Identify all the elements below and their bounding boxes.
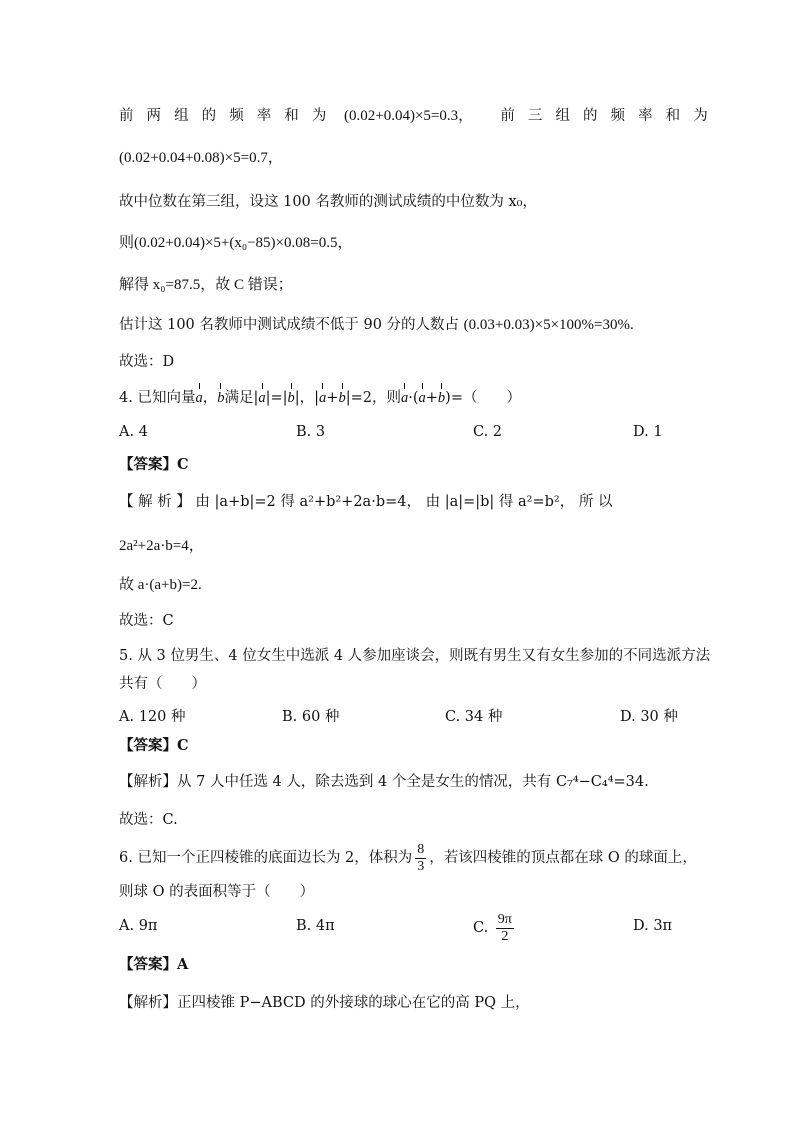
q4-vector-a: a	[195, 390, 203, 406]
q6-analysis: 【解析】正四棱锥 P−ABCD 的外接球的球心在它的高 PQ 上，	[119, 995, 530, 1011]
q5-answer: 【答案】C	[119, 737, 189, 754]
q4-vector-a-5: a	[418, 390, 426, 406]
q4-vector-b-3: b	[338, 390, 346, 406]
q6-option-c-label: C.	[473, 920, 489, 936]
q4-option-b: B. 3	[296, 424, 326, 440]
q6-option-c	[473, 904, 517, 952]
q6-option-c-fraction	[496, 912, 514, 945]
q5-analysis: 【解析】从 7 人中任选 4 人，除去选到 4 个全是女生的情况，共有 C₇⁴−C₄⁴=34.	[119, 774, 649, 790]
q4-comma: ，	[202, 390, 218, 406]
q3-estimate-text: 估计这 100 名教师中测试成绩不低于 90 分的人数占	[119, 317, 460, 333]
q6-fraction-denominator: 3	[417, 858, 425, 874]
q4-stem-part-a: 4. 已知向量	[119, 390, 196, 406]
q4-analysis-line-1: 【 解 析 】 由 |a+b|=2 得 a²+b²+2a·b=4， 由 |a|=|b| 得 a²=b²， 所 以	[119, 494, 613, 510]
q6-volume-fraction	[415, 842, 426, 875]
q4-vector-a-3: a	[319, 390, 327, 406]
q3-median-group: 故中位数在第三组，设这 100 名教师的测试成绩的中位数为 x₀，	[119, 194, 537, 210]
q6-stem-part-b: ，若该四棱锥的顶点都在球 O 的球面上，	[429, 850, 697, 866]
q6-fraction-numerator: 8	[417, 841, 425, 857]
q6-option-b: B. 4π	[296, 918, 335, 934]
q6-option-a: A. 9π	[119, 918, 158, 934]
q6-option-d: D. 3π	[633, 918, 673, 934]
q4-vector-b: b	[217, 390, 225, 406]
q3-line-freq-two	[119, 106, 721, 126]
q3-choose: 故选：D	[119, 354, 175, 370]
q4-stem-part-e: |=2，则	[345, 390, 401, 406]
q5-stem-line-1: 5. 从 3 位男生、4 位女生中选派 4 人参加座谈会，则既有男生又有女生参加的不同选派方法	[119, 648, 711, 664]
q5-option-a: A. 120 种	[119, 709, 186, 725]
q4-vector-a-2: a	[258, 390, 266, 406]
q4-answer: 【答案】C	[119, 456, 189, 473]
q4-vector-b-2: b	[287, 390, 295, 406]
q6-stem-part-a: 6. 已知一个正四棱锥的底面边长为 2，体积为	[119, 850, 413, 866]
q3-math-three-groups: (0.02+0.04+0.08)×5=0.7，	[119, 150, 283, 166]
q5-option-d: D. 30 种	[620, 709, 678, 725]
q4-plus-2: +	[425, 390, 438, 406]
q4-plus: +	[326, 390, 339, 406]
q4-option-a: A. 4	[119, 424, 148, 440]
q4-choose: 故选：C	[119, 613, 174, 629]
q5-option-c: C. 34 种	[445, 709, 503, 725]
q3-math-two-groups: (0.02+0.04)×5=0.3，	[344, 108, 474, 124]
q4-option-d: D. 1	[633, 424, 663, 440]
q3-median-equation: 则(0.02+0.04)×5+(x₀−85)×0.08=0.5，	[119, 235, 353, 251]
q4-analysis-line-2: 2a²+2a·b=4，	[119, 538, 204, 554]
q3-median-solution: 解得 x₀=87.5，故 C 错误；	[119, 277, 293, 293]
q5-choose: 故选：C.	[119, 812, 178, 828]
q6-stem-line-2: 则球 O 的表面积等于（ ）	[119, 884, 315, 900]
q4-stem-part-d: |，|	[294, 390, 320, 406]
q4-stem	[119, 388, 521, 408]
q6-stem-line-1	[119, 840, 697, 876]
q3-estimate-line	[119, 315, 634, 335]
q4-stem-part-f: ·(	[408, 390, 419, 406]
q5-option-b: B. 60 种	[282, 709, 340, 725]
q4-vector-a-4: a	[400, 390, 409, 406]
q4-option-c: C. 2	[473, 424, 503, 440]
q5-stem-line-2: 共有（ ）	[119, 676, 206, 692]
q4-stem-part-c: |=|	[265, 390, 288, 406]
q6-option-c-denominator: 2	[501, 928, 509, 944]
q4-stem-part-b: 满足|	[224, 390, 259, 406]
q6-option-c-numerator: 9π	[497, 911, 512, 927]
q3-text-two-groups: 前两组的频率和为	[119, 108, 340, 124]
q3-text-three-groups: 前三组的频率和为	[500, 108, 721, 124]
q4-stem-part-g: )=（ ）	[445, 390, 521, 406]
q4-analysis-line-3: 故 a·(a+b)=2.	[119, 577, 202, 593]
q4-vector-b-4: b	[437, 390, 446, 406]
q3-estimate-math: (0.03+0.03)×5×100%=30%.	[463, 317, 634, 333]
q6-answer: 【答案】A	[119, 956, 189, 973]
